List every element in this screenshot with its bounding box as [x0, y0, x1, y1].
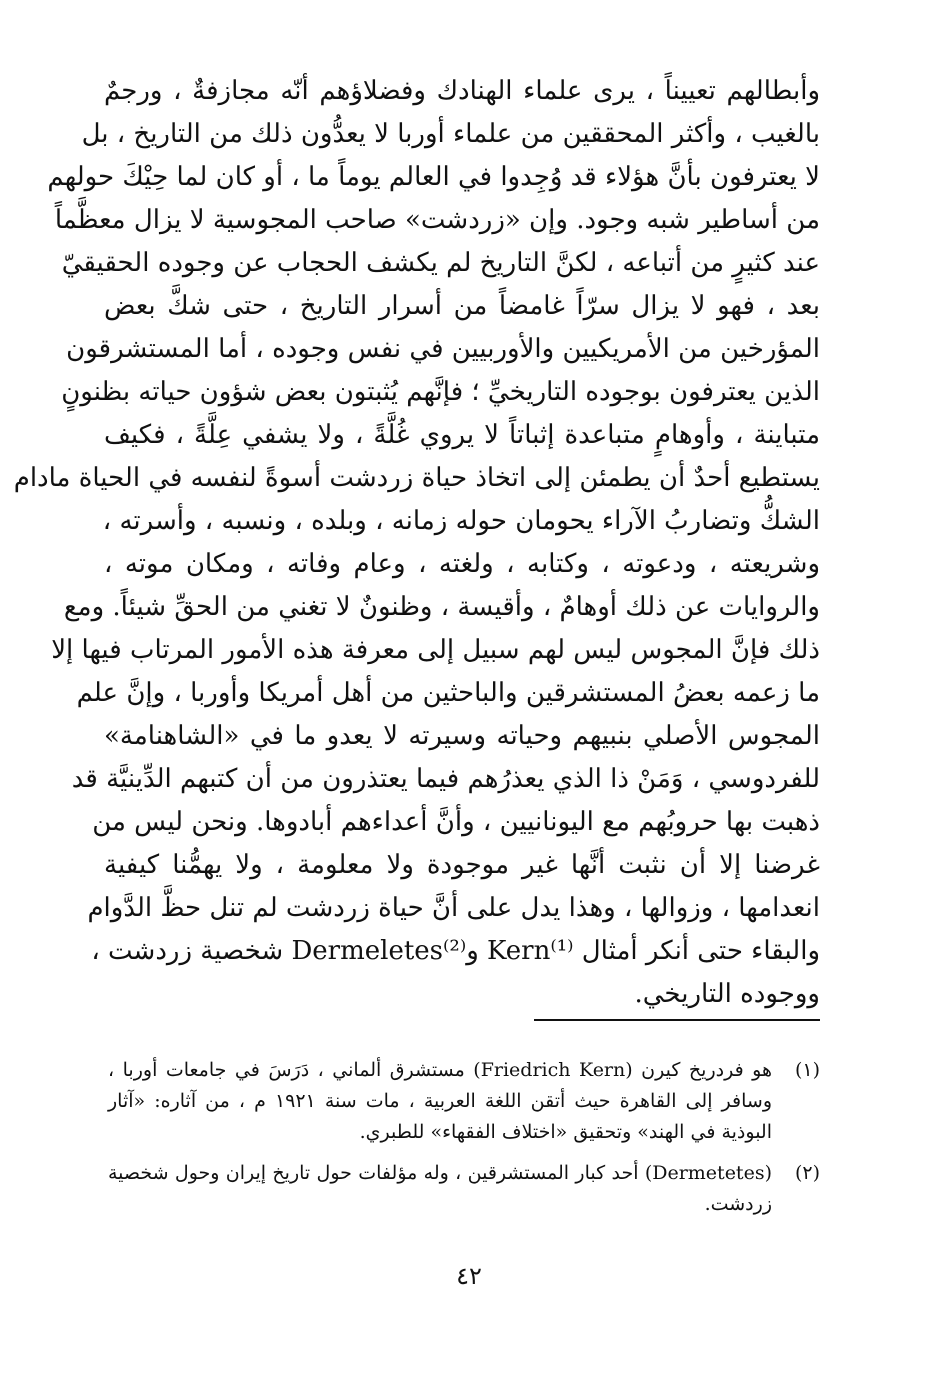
footnote-line: هو فردريخ كيرن (Friedrich Kern) مستشرق ألماني ، دَرَسَ في جامعات أوربا ،	[108, 1059, 772, 1081]
body-text	[13, 70, 820, 1016]
body-line: ذهبت بها حروبُهم مع اليونانيين ، وأنَّ أعداءهم أبادوها. ونحن ليس من	[92, 807, 820, 837]
footnotes	[108, 1055, 820, 1230]
footnote-line: (Dermetetes) أحد كبار المستشرقين ، وله مؤلفات حول تاريخ إيران وحول شخصية	[108, 1162, 772, 1184]
body-line: متباينة ، وأوهامٍ متباعدة إثباتاً لا يروي غُلَّةً ، ولا يشفي عِلَّةً ، فكيف	[104, 420, 820, 450]
body-line: غرضنا إلا أن نثبت أنَّها غير موجودة ولا معلومة ، ولا يهمُّنا كيفية	[104, 850, 820, 880]
body-line: ووجوده التاريخي.	[634, 979, 820, 1009]
body-line: يستطيع أحدٌ أن يطمئن إلى اتخاذ حياة زردشت أسوةً لنفسه في الحياة مادام	[13, 463, 820, 493]
body-line: المؤرخين من الأمريكيين والأوربيين في نفس وجوده ، أما المستشرقون	[66, 334, 820, 364]
body-line: ما زعمه بعضُ المستشرقين والباحثين من أهل أمريكا وأوربا ، وإنَّ علم	[76, 678, 820, 708]
footnote-number: (٢)	[794, 1162, 820, 1184]
body-line: ذلك فإنَّ المجوس ليس لهم سبيل إلى معرفة هذه الأمور المرتاب فيها إلا	[51, 635, 820, 665]
footnote-2	[108, 1158, 820, 1220]
footnote-line: البوذية في الهند» وتحقيق «اختلاف الفقهاء» للطبري.	[359, 1121, 772, 1143]
body-line: للفردوسي ، وَمَنْ ذا الذي يعذرُهم فيما يعتذرون من أن كتبهم الدِّينيَّة قد	[71, 764, 820, 794]
body-line: بعد ، فهو لا يزال سرّاً غامضاً من أسرار التاريخ ، حتى شكَّ بعض	[104, 291, 820, 321]
footnote-divider	[534, 1019, 820, 1021]
body-line: بالغيب ، وأكثر المحققين من علماء أوربا لا يعدُّون ذلك من التاريخ ، بل	[81, 119, 820, 149]
footnote-number: (١)	[794, 1059, 820, 1081]
body-line: الذين يعترفون بوجوده التاريخيِّ ؛ فإنَّهم يُثبتون بعض شؤون حياته بظنونٍ	[61, 377, 820, 407]
body-line: والبقاء حتى أنكر أمثال Kern⁽¹⁾ وDermeletes⁽²⁾ شخصية زردشت ،	[91, 936, 820, 966]
body-line: الشكُّ وتضاربُ الآراء يحومان حوله زمانه ، وبلده ، ونسبه ، وأسرته ،	[102, 506, 820, 536]
body-line: والروايات عن ذلك أوهامٌ ، وأقيسة ، وظنونٌ لا تغني من الحقِّ شيئاً. ومع	[63, 592, 820, 622]
footnote-line: وسافر إلى القاهرة حيث أتقن اللغة العربية ، مات سنة ١٩٢١ م ، من آثاره: «آثار	[108, 1090, 772, 1112]
footnote-text	[108, 1158, 772, 1220]
footnote-1	[108, 1055, 820, 1148]
footnote-line: زردشت.	[704, 1193, 772, 1215]
page-number: ٤٢	[456, 1262, 482, 1290]
body-line: من أساطير شبه وجود. وإن «زردشت» صاحب المجوسية لا يزال معظَّماً	[54, 205, 820, 235]
body-line: لا يعترفون بأنَّ هؤلاء قد وُجِدوا في العالم يوماً ما ، أو كان لما حِيْكَ حولهم	[47, 162, 820, 192]
footnote-text	[108, 1055, 772, 1148]
body-line: وشريعته ، ودعوته ، وكتابه ، ولغته ، وعام وفاته ، ومكان موته ،	[104, 549, 820, 579]
body-line: عند كثيرٍ من أتباعه ، لكنَّ التاريخ لم يكشف الحجاب عن وجوده الحقيقيّ	[61, 248, 820, 278]
body-line: المجوس الأصلي بنبيهم وحياته وسيرته لا يعدو ما في «الشاهنامة»	[104, 721, 820, 751]
body-line: وأبطالهم تعييناً ، يرى علماء الهنادك وفضلاؤهم أنّه مجازفةٌ ، ورجمٌ	[104, 76, 820, 106]
body-line: انعدامها ، وزوالها ، وهذا يدل على أنَّ حياة زردشت لم تنل حظَّ الدَّوام	[87, 893, 820, 923]
